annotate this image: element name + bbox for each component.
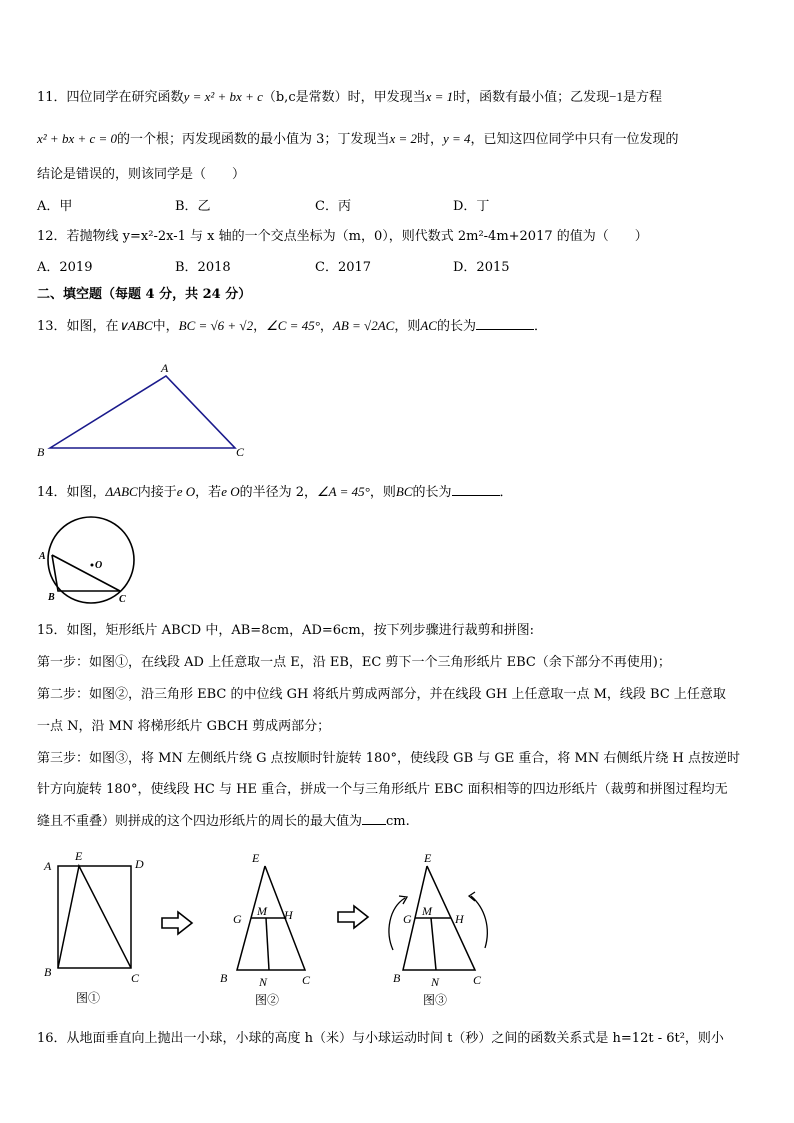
arrow-icon: [336, 904, 372, 930]
svg-text:M: M: [422, 904, 432, 918]
q12-option-b: B．2018: [175, 260, 231, 275]
svg-text:C: C: [119, 594, 126, 605]
q15-step2: 第二步：如图②，沿三角形 EBC 的中位线 GH 将纸片剪成两部分，并在线段 GH 上任意取一点 M，线段 BC 上任意取: [37, 687, 726, 702]
svg-text:C: C: [302, 973, 311, 987]
svg-text:E: E: [75, 849, 83, 863]
answer-blank[interactable]: [452, 483, 500, 496]
arrow-icon: [160, 910, 196, 936]
q11-line1: 11．四位同学在研究函数y = x² + bx + c（b,c是常数）时，甲发现当x = 1时，函数有最小值；乙发现−1是方程: [37, 89, 663, 105]
section-heading: 二、填空题（每题 4 分，共 24 分）: [37, 287, 252, 302]
q11-option-b: B．乙: [175, 199, 211, 214]
q11-equation: x² + bx + c = 0: [37, 131, 118, 146]
q11-line2: x² + bx + c = 0的一个根；丙发现函数的最小值为 3；丁发现当x = 2时，y = 4，已知这四位同学中只有一位发现的: [37, 131, 679, 147]
q16-text: 16．从地面垂直向上抛出一小球，小球的高度 h（米）与小球运动时间 t（秒）之间的函数关系式是 h=12t - 6t²，则小: [37, 1031, 724, 1046]
svg-text:B: B: [44, 965, 52, 979]
q11-line3: 结论是错误的，则该同学是（ ）: [37, 167, 246, 182]
svg-text:B: B: [393, 971, 401, 985]
svg-text:A: A: [44, 859, 52, 873]
q13-text: 13．如图，在∨ABC中，BC = √6 + √2，∠C = 45°，AB = √2AC，则AC的长为 ．: [37, 318, 547, 334]
svg-text:E: E: [424, 851, 432, 865]
figure-1-caption: 图①: [76, 991, 101, 1005]
svg-text:N: N: [259, 975, 268, 989]
q15-question: 缝且不重叠）则拼成的这个四边形纸片的周长的最大值为 cm.: [37, 814, 410, 829]
q11-number: 11．: [37, 90, 67, 105]
q15-figure-1: [38, 848, 148, 1008]
answer-blank[interactable]: [476, 317, 534, 330]
q15-line1: 15．如图，矩形纸片 ABCD 中，AB=8cm，AD=6cm，按下列步骤进行裁剪和拼图:: [37, 623, 535, 638]
svg-text:N: N: [431, 975, 440, 989]
q15-figure-2: [213, 848, 323, 1010]
q13-triangle-figure: [30, 360, 260, 460]
label-b: B: [37, 445, 45, 459]
q15-step3-cont: 针方向旋转 180°，使线段 HC 与 HE 重合，拼成一个与三角形纸片 EBC 面积相等的四边形纸片（裁剪和拼图过程均无: [37, 782, 728, 797]
q12-text: 12．若抛物线 y=x²-2x-1 与 x 轴的一个交点坐标为（m，0），则代数式 2m²-4m+2017 的值为（ ）: [37, 229, 648, 244]
q12-option-a: A．2019: [37, 260, 93, 275]
svg-text:E: E: [252, 851, 260, 865]
q15-step2-cont: 一点 N，沿 MN 将梯形纸片 GBCH 剪成两部分；: [37, 719, 331, 734]
q12-option-c: C．2017: [315, 260, 372, 275]
svg-text:B: B: [220, 971, 228, 985]
q14-circle-figure: [36, 515, 146, 610]
svg-text:B: B: [48, 592, 55, 603]
svg-text:M: M: [257, 904, 267, 918]
answer-blank[interactable]: [362, 812, 386, 825]
svg-text:G: G: [403, 912, 412, 926]
svg-text:C: C: [131, 971, 140, 985]
q11-option-c: C．丙: [315, 199, 351, 214]
figure-3-caption: 图③: [423, 993, 448, 1007]
q11-option-a: A．甲: [37, 199, 73, 214]
label-a: A: [161, 361, 169, 375]
q12-option-d: D．2015: [453, 260, 510, 275]
label-c: C: [236, 445, 245, 459]
q14-text: 14．如图，ΔABC内接于e O，若e O的半径为 2，∠A = 45°，则BC的长为 ．: [37, 484, 513, 500]
q15-step1: 第一步：如图①，在线段 AD 上任意取一点 E，沿 EB，EC 剪下一个三角形纸片 EBC（余下部分不再使用)；: [37, 655, 671, 670]
svg-text:C: C: [473, 973, 482, 987]
svg-text:H: H: [455, 912, 464, 926]
q11-option-d: D．丁: [453, 199, 490, 214]
q15-figure-3: [383, 848, 503, 1010]
svg-text:D: D: [135, 857, 144, 871]
figure-2-caption: 图②: [255, 993, 280, 1007]
svg-text:A: A: [39, 551, 46, 562]
q11-function: y = x² + bx + c: [183, 89, 263, 104]
svg-text:H: H: [284, 908, 293, 922]
q15-step3: 第三步：如图③，将 MN 左侧纸片绕 G 点按顺时针旋转 180°，使线段 GB 与 GE 重合，将 MN 右侧纸片绕 H 点按逆时: [37, 751, 740, 766]
svg-text:G: G: [233, 912, 242, 926]
svg-text:O: O: [95, 560, 103, 571]
